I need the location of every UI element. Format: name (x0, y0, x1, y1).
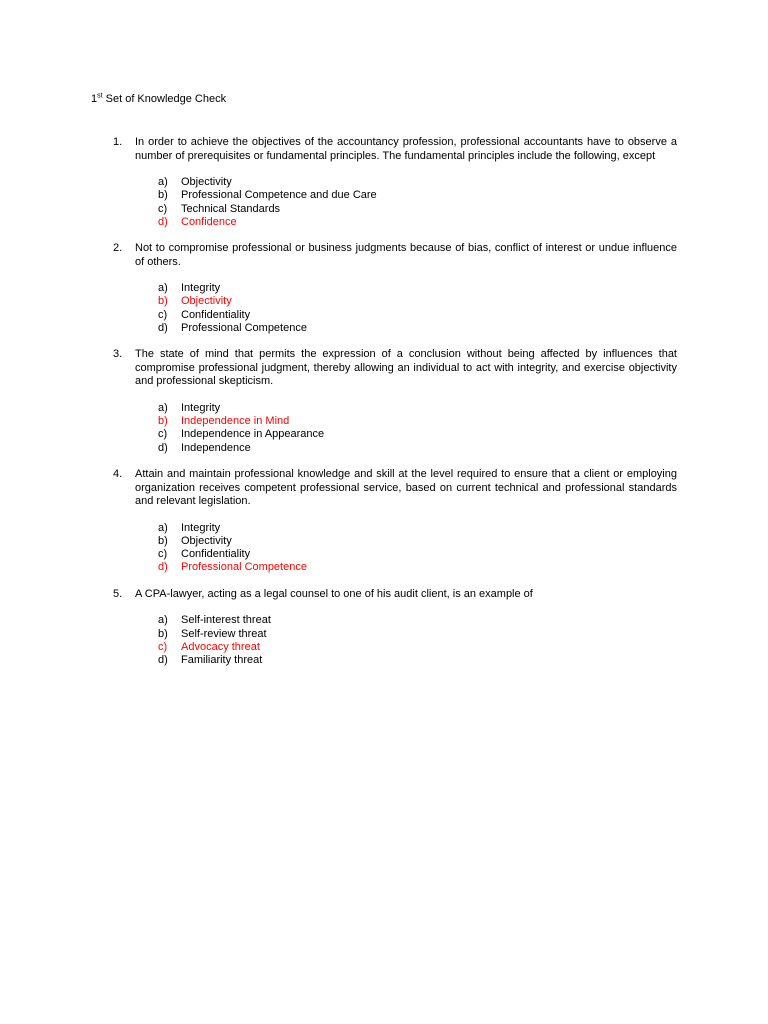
option-letter: a) (158, 282, 168, 295)
option-letter: c) (158, 202, 168, 215)
option-text: Professional Competence (181, 561, 307, 574)
option-b (158, 295, 677, 308)
question-text: Not to compromise professional or business judgments because of bias, conflict of interest or undue influence of others. (135, 242, 677, 268)
question-text: A CPA-lawyer, acting as a legal counsel to one of his audit client, is an example of (135, 587, 533, 600)
option-d (158, 216, 677, 229)
option-text: Integrity (181, 401, 221, 414)
option-letter: a) (158, 614, 168, 627)
option-text: Professional Competence and due Care (181, 189, 377, 202)
option-letter: c) (158, 428, 168, 441)
option-c (158, 548, 677, 561)
option-letter: c) (158, 640, 168, 653)
option-list (158, 282, 677, 335)
question-text: Attain and maintain professional knowledge and skill at the level required to ensure that a client or employing organization receives competent professional service, based on current technical and professional standards and relevant legislation. (135, 468, 677, 508)
option-d (158, 322, 677, 335)
option-letter: c) (158, 308, 168, 321)
question-number: 4. (113, 468, 123, 481)
question-4 (113, 468, 677, 575)
option-text: Technical Standards (181, 202, 281, 215)
question-2 (113, 242, 677, 335)
option-d (158, 442, 677, 455)
option-text: Confidentiality (181, 548, 251, 561)
option-text: Integrity (181, 521, 221, 534)
title-text: Set of Knowledge Check (102, 93, 227, 105)
option-b (158, 628, 677, 641)
option-c (158, 309, 677, 322)
option-text: Self-review threat (181, 627, 267, 640)
option-text: Advocacy threat (181, 640, 260, 653)
question-number: 5. (113, 587, 123, 600)
question-number: 2. (113, 242, 123, 255)
option-c (158, 428, 677, 441)
option-a (158, 282, 677, 295)
option-b (158, 189, 677, 202)
option-letter: a) (158, 521, 168, 534)
option-letter: b) (158, 295, 168, 308)
option-text: Objectivity (181, 295, 232, 308)
option-list (158, 176, 677, 229)
document-title (91, 93, 226, 106)
option-letter: b) (158, 627, 168, 640)
option-letter: d) (158, 322, 168, 335)
question-1 (113, 136, 677, 229)
option-text: Objectivity (181, 534, 232, 547)
option-a (158, 614, 677, 627)
option-list (158, 522, 677, 575)
option-text: Independence (181, 441, 251, 454)
option-text: Integrity (181, 282, 221, 295)
option-b (158, 415, 677, 428)
option-a (158, 522, 677, 535)
option-a (158, 402, 677, 415)
question-number: 3. (113, 348, 123, 361)
option-text: Independence in Mind (181, 415, 290, 428)
question-list (113, 136, 677, 680)
title-superscript: st (97, 92, 103, 100)
option-text: Confidentiality (181, 308, 251, 321)
option-text: Confidence (181, 215, 237, 228)
option-c (158, 641, 677, 654)
question-text: The state of mind that permits the expression of a conclusion without being affected by influences that compromise professional judgment, thereby allowing an individual to act with integrity, and exercise objectivity and professional skepticism. (135, 348, 677, 388)
option-list (158, 402, 677, 455)
option-list (158, 614, 677, 667)
option-letter: d) (158, 654, 168, 667)
option-letter: b) (158, 415, 168, 428)
question-3 (113, 348, 677, 455)
option-letter: d) (158, 561, 168, 574)
option-d (158, 654, 677, 667)
option-d (158, 561, 677, 574)
title-number: 1 (91, 93, 98, 105)
option-letter: d) (158, 215, 168, 228)
option-a (158, 176, 677, 189)
option-letter: c) (158, 548, 168, 561)
option-letter: a) (158, 401, 168, 414)
option-text: Self-interest threat (181, 614, 271, 627)
option-text: Professional Competence (181, 322, 307, 335)
option-text: Objectivity (181, 176, 232, 188)
option-b (158, 535, 677, 548)
question-number: 1. (113, 136, 123, 148)
option-letter: a) (158, 176, 168, 188)
option-letter: d) (158, 441, 168, 454)
option-letter: b) (158, 534, 168, 547)
option-letter: b) (158, 189, 168, 202)
question-text: In order to achieve the objectives of the accountancy profession, professional accountants have to observe a number of prerequisites or fundamental principles. The fundamental principles include the following, except (135, 136, 677, 162)
option-text: Familiarity threat (181, 654, 263, 667)
option-text: Independence in Appearance (181, 428, 325, 441)
question-5 (113, 588, 677, 668)
option-c (158, 203, 677, 216)
